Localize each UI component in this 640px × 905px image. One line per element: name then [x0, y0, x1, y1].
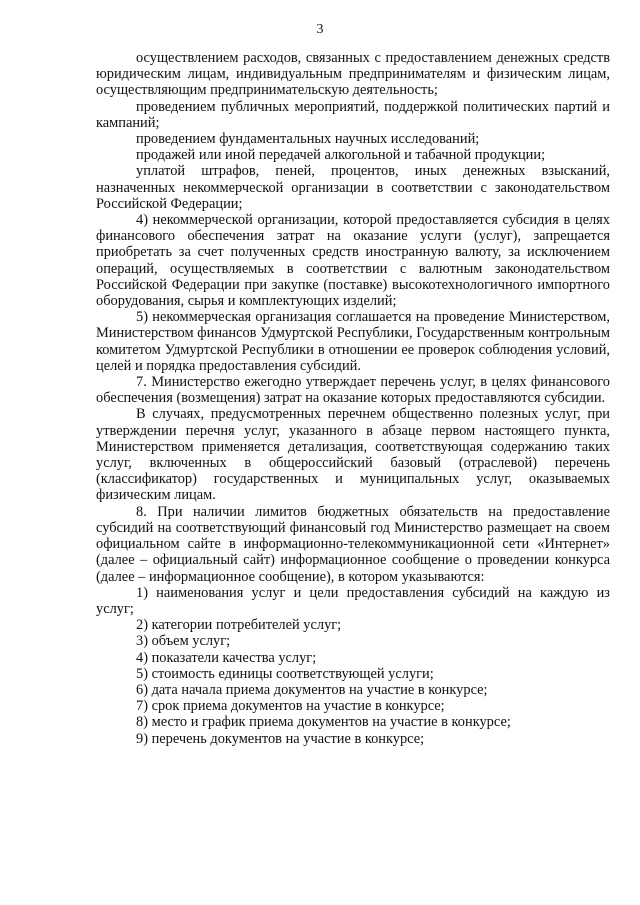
paragraph: 5) некоммерческая организация соглашается на проведение Министерством, Министерством финансов Удмуртской Республики, Государственным контрольным комитетом Удмуртской Республики в отношении ее проверок соблюдения условий, целей и порядка предоставления субсидий. [96, 309, 610, 374]
page-number: 3 [316, 22, 324, 37]
paragraph: 7. Министерство ежегодно утверждает перечень услуг, в целях финансового обеспечения (возмещения) затрат на оказание которых предоставляются субсидии. [96, 374, 610, 407]
paragraph: продажей или иной передачей алкогольной и табачной продукции; [136, 147, 546, 164]
list-item: 9) перечень документов на участие в конкурсе; [136, 730, 425, 747]
list-item: 7) срок приема документов на участие в конкурсе; [136, 698, 445, 715]
list-item: 5) стоимость единицы соответствующей услуги; [136, 665, 434, 682]
paragraph: 4) некоммерческой организации, которой предоставляется субсидия в целях финансового обеспечения затрат на оказание услуги (услуг), запрещается приобретать за счет полученных средств иностранную валюту, за исключением операций, осуществляемых в соответствии с валютным законодательством Российской Федерации при закупке (поставке) высокотехнологичного импортного оборудования, сырья и комплектующих изделий; [96, 212, 610, 310]
paragraph: осуществлением расходов, связанных с предоставлением денежных средств юридическим лицам, индивидуальным предпринимателям и физическим лицам, осуществляющим предпринимательскую деятельность; [96, 50, 610, 99]
list-item: 8) место и график приема документов на участие в конкурсе; [136, 714, 511, 731]
paragraph: 8. При наличии лимитов бюджетных обязательств на предоставление субсидий на соответствующий финансовый год Министерство размещает на своем официальном сайте в информационно-телекоммуникационной сети «Интернет» (далее – официальный сайт) информационное сообщение о проведении конкурса (далее – информационное сообщение), в котором указываются: [96, 503, 610, 585]
list-item: 3) объем услуг; [136, 633, 231, 650]
paragraph: проведением публичных мероприятий, поддержкой политических партий и кампаний; [96, 98, 610, 131]
list-item: 2) категории потребителей услуг; [136, 617, 342, 634]
paragraph: уплатой штрафов, пеней, процентов, иных денежных взысканий, назначенных некоммерческой организации в соответствии с законодательством Российской Федерации; [96, 163, 610, 212]
paragraph: проведением фундаментальных научных исследований; [136, 131, 480, 148]
list-item: 1) наименования услуг и цели предоставления субсидий на каждую из услуг; [96, 584, 610, 617]
document-body [96, 50, 610, 747]
list-item: 6) дата начала приема документов на участие в конкурсе; [136, 681, 488, 698]
list-item: 4) показатели качества услуг; [136, 649, 317, 666]
paragraph: В случаях, предусмотренных перечнем общественно полезных услуг, при утверждении перечня услуг, указанного в абзаце первом настоящего пункта, Министерством применяется детализация, соответствующая содержанию таких услуг, включенных в общероссийский базовый (отраслевой) перечень (классификатор) государственных и муниципальных услуг, оказываемых физическим лицам. [96, 406, 610, 504]
